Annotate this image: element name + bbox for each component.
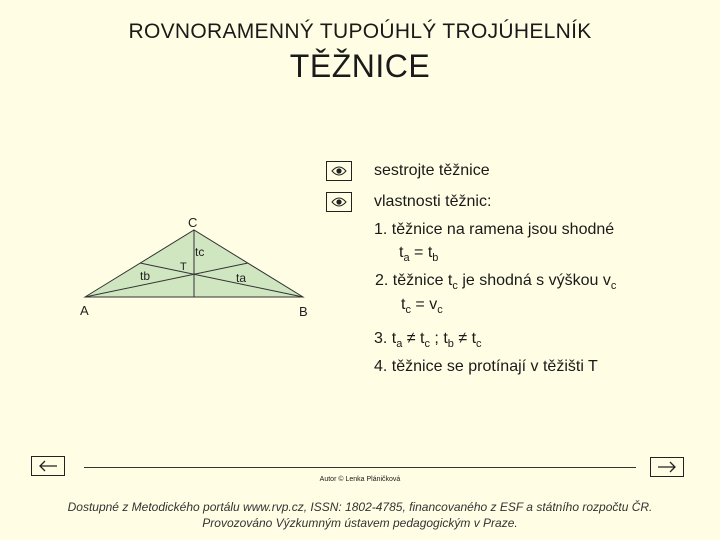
- footer-divider: [84, 467, 636, 468]
- property-2-equation: $t_c = v_c$: [401, 296, 443, 317]
- menu-item-construct[interactable]: sestrojte těžnice: [374, 162, 490, 179]
- left-arrow-icon: [38, 460, 58, 472]
- triangle-diagram: [70, 215, 320, 325]
- label-ta: ta: [236, 271, 247, 285]
- next-slide-button[interactable]: [650, 457, 684, 477]
- property-1: 1. těžnice na ramena jsou shodné: [374, 221, 615, 238]
- label-tc: tc: [195, 245, 205, 259]
- footer-operator: Provozováno Výzkumným ústavem pedagogickým v Praze.: [202, 516, 518, 530]
- label-A: A: [80, 303, 89, 318]
- property-2: 2. těžnice $t_c$ je shodná s výškou $v_c$: [375, 272, 617, 293]
- eye-icon: [331, 196, 347, 208]
- footer-source: Dostupné z Metodického portálu www.rvp.cz, ISSN: 1802-4785, financovaného z ESF a státního rozpočtu ČR.: [67, 500, 653, 514]
- label-tb: tb: [140, 269, 151, 283]
- previous-slide-button[interactable]: [31, 456, 65, 476]
- label-C: C: [188, 215, 198, 230]
- right-arrow-icon: [657, 461, 677, 473]
- page-title: ROVNORAMENNÝ TUPOÚHLÝ TROJÚHELNÍK: [128, 20, 592, 43]
- property-4: 4. těžnice se protínají v těžišti T: [374, 358, 598, 375]
- eye-icon: [331, 165, 347, 177]
- label-B: B: [299, 304, 308, 319]
- show-properties-button[interactable]: [326, 192, 352, 212]
- page-subtitle: TĚŽNICE: [289, 48, 431, 84]
- label-T: T: [180, 261, 187, 273]
- property-3: 3. $t_a \ne t_c$ ; $t_b \ne t_c$: [374, 330, 482, 351]
- show-construction-button[interactable]: [326, 161, 352, 181]
- author-credit: Autor © Lenka Pláničková: [319, 476, 401, 483]
- menu-item-properties[interactable]: vlastnosti těžnic:: [374, 193, 492, 210]
- property-1-equation: $t_a = t_b$: [399, 244, 439, 265]
